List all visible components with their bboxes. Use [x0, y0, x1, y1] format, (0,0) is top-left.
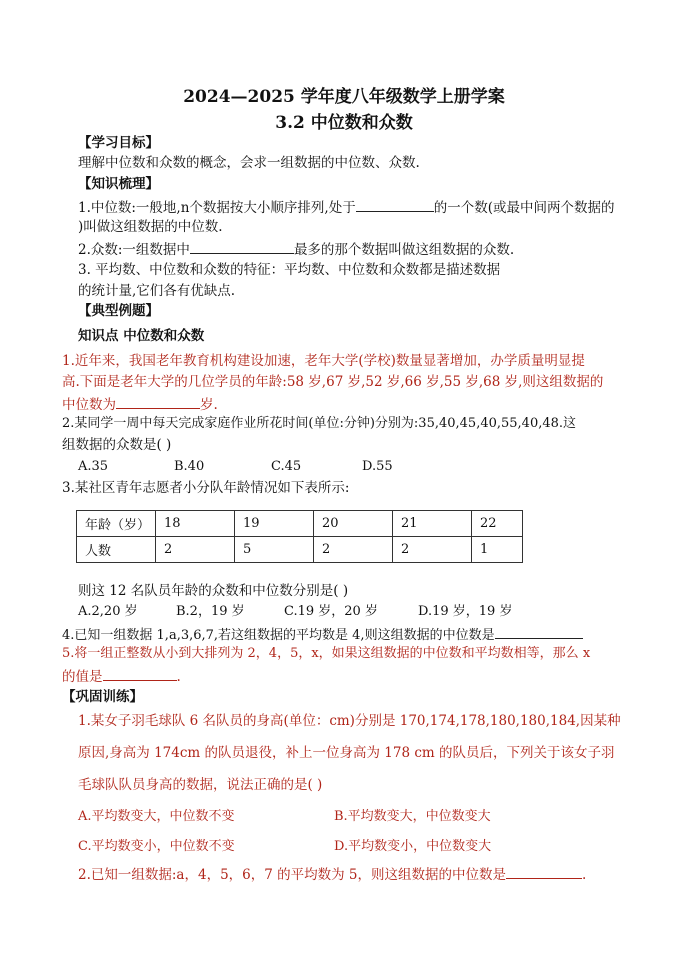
example-q2-line1: 2.某同学一周中每天完成家庭作业所花时间(单位:分钟)分别为:35,40,45,40,55,40,48.这 — [62, 416, 577, 431]
answer-blank — [356, 197, 434, 212]
table-cell: 22 — [472, 511, 523, 537]
answer-blank — [116, 394, 200, 409]
example-q1-line1: 1.近年来，我国老年教育机构建设加速，老年大学(学校)数量显著增加，办学质量明显提 — [62, 353, 585, 369]
example-q4: 4.已知一组数据 1,a,3,6,7,若这组数据的平均数是 4,则这组数据的中位数是 — [62, 624, 583, 645]
review-item-3: 3. 平均数、中位数和众数的特征：平均数、中位数和众数都是描述数据 — [78, 262, 501, 278]
review-item-1: 1.中位数:一般地,n个数据按大小顺序排列,处于 的一个数(或最中间两个数据的 — [78, 197, 615, 217]
answer-blank — [495, 624, 583, 639]
table-cell: 19 — [235, 511, 314, 537]
example-q3-line2: 则这 12 名队员年龄的众数和中位数分别是( ) — [78, 583, 349, 599]
table-cell: 18 — [156, 511, 235, 537]
q3-option-a: A.2,20 岁 — [78, 604, 138, 619]
p1-option-a: A.平均数变大，中位数不变 — [78, 809, 235, 824]
knowledge-point: 知识点 中位数和众数 — [78, 328, 205, 344]
table-cell: 年龄（岁） — [77, 511, 156, 537]
answer-blank — [190, 239, 294, 254]
practice-p2: 2.已知一组数据:a，4，5，6，7 的平均数为 5，则这组数据的中位数是 . — [78, 864, 586, 884]
examples-heading: 【典型例题】 — [78, 303, 159, 319]
review-item-2: 2.众数:一组数据中 最多的那个数据叫做这组数据的众数. — [78, 239, 514, 259]
document-title: 2024—2025 学年度八年级数学上册学案 — [183, 87, 505, 107]
example-q5-line2: 的值是 . — [62, 666, 181, 686]
review-item-3-cont: 的统计量,它们各有优缺点. — [78, 283, 236, 299]
q3-option-c: C.19 岁，20 岁 — [284, 604, 378, 619]
table-cell: 21 — [393, 511, 472, 537]
table-row — [77, 537, 523, 563]
goals-heading: 【学习目标】 — [78, 135, 159, 151]
document-subtitle: 3.2 中位数和众数 — [275, 113, 413, 133]
q3-option-d: D.19 岁，19 岁 — [418, 604, 513, 619]
table-row — [77, 511, 523, 537]
practice-p1-line1: 1.某女子羽毛球队 6 名队员的身高(单位：cm)分别是 170,174,178,180,180,184,因某种 — [78, 713, 621, 729]
table-cell: 2 — [393, 537, 472, 563]
p1-option-d: D.平均数变小，中位数变大 — [334, 839, 492, 854]
q2-option-b: B.40 — [174, 459, 205, 474]
q2-option-a: A.35 — [78, 459, 109, 474]
example-q5-line1: 5.将一组正整数从小到大排列为 2，4，5，x，如果这组数据的中位数和平均数相等，那么 x — [62, 646, 591, 661]
table-cell: 2 — [156, 537, 235, 563]
answer-blank — [103, 666, 177, 681]
example-q3-line1: 3.某社区青年志愿者小分队年龄情况如下表所示: — [62, 480, 350, 496]
p1-option-b: B.平均数变大，中位数变大 — [334, 809, 491, 824]
table-cell: 20 — [314, 511, 393, 537]
age-table — [76, 510, 523, 563]
answer-blank — [506, 864, 582, 879]
example-q1-line3: 中位数为 岁. — [62, 394, 218, 414]
goals-text: 理解中位数和众数的概念，会求一组数据的中位数、众数. — [78, 155, 420, 171]
q3-option-b: B.2，19 岁 — [176, 604, 245, 619]
practice-heading: 【巩固训练】 — [62, 689, 143, 705]
practice-p1-line2: 原因,身高为 174cm 的队员退役，补上一位身高为 178 cm 的队员后，下列关于该女子羽 — [78, 745, 615, 761]
q2-option-c: C.45 — [271, 459, 302, 474]
table-cell: 2 — [314, 537, 393, 563]
review-heading: 【知识梳理】 — [78, 176, 159, 192]
table-cell: 人数 — [77, 537, 156, 563]
example-q2-line2: 组数据的众数是( ) — [62, 437, 172, 453]
table-cell: 1 — [472, 537, 523, 563]
review-item-1-cont: )叫做这组数据的中位数. — [78, 219, 223, 235]
p1-option-c: C.平均数变小，中位数不变 — [78, 839, 235, 854]
table-cell: 5 — [235, 537, 314, 563]
practice-p1-line3: 毛球队队员身高的数据，说法正确的是( ) — [78, 777, 323, 793]
q2-option-d: D.55 — [362, 459, 393, 474]
example-q1-line2: 高.下面是老年大学的几位学员的年龄:58 岁,67 岁,52 岁,66 岁,55 岁,68 岁,则这组数据的 — [62, 374, 604, 390]
